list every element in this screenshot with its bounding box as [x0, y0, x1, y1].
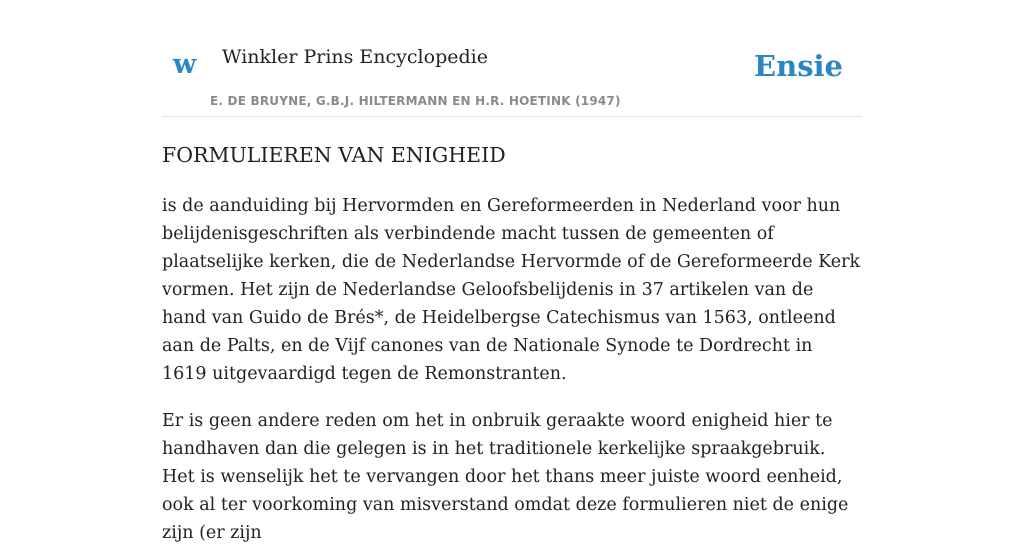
article-paragraph-1: is de aanduiding bij Hervormden en Gereformeerden in Nederland voor hun belijdenisgeschriften als verbindende macht tussen de gemeenten of plaatselijke kerken, die de Nederlandse Hervormde of de Gereformeerde Kerk vormen. Het zijn de Nederlandse Geloofsbelijdenis in 37 artikelen van de hand van Guido de Brés*, de Heidelbergse Catechismus van 1563, ontleend aan de Palts, en de Vijf canones van de Nationale Synode te Dordrecht in 1619 uitgevaardigd tegen de Remonstranten. [162, 196, 861, 384]
article-title: FORMULIEREN VAN ENIGHEID [162, 143, 506, 167]
site-title[interactable]: Winkler Prins Encyclopedie [222, 46, 488, 68]
article-authors: E. DE BRUYNE, G.B.J. HILTERMANN EN H.R. HOETINK (1947) [210, 94, 621, 108]
winkler-prins-logo[interactable]: w [173, 49, 197, 80]
article-paragraph-2: Er is geen andere reden om het in onbruik geraakte woord enigheid hier te handhaven dan die gelegen is in het traditionele kerkelijke spraakgebruik. Het is wenselijk het te vervangen door het thans meer juiste woord eenheid, ook al ter voorkoming van misverstand omdat deze formulieren niet de enige zijn (er zijn [162, 411, 849, 543]
ensie-logo[interactable]: Ensie [754, 49, 843, 83]
article-content [162, 140, 862, 547]
page-header [162, 0, 862, 117]
